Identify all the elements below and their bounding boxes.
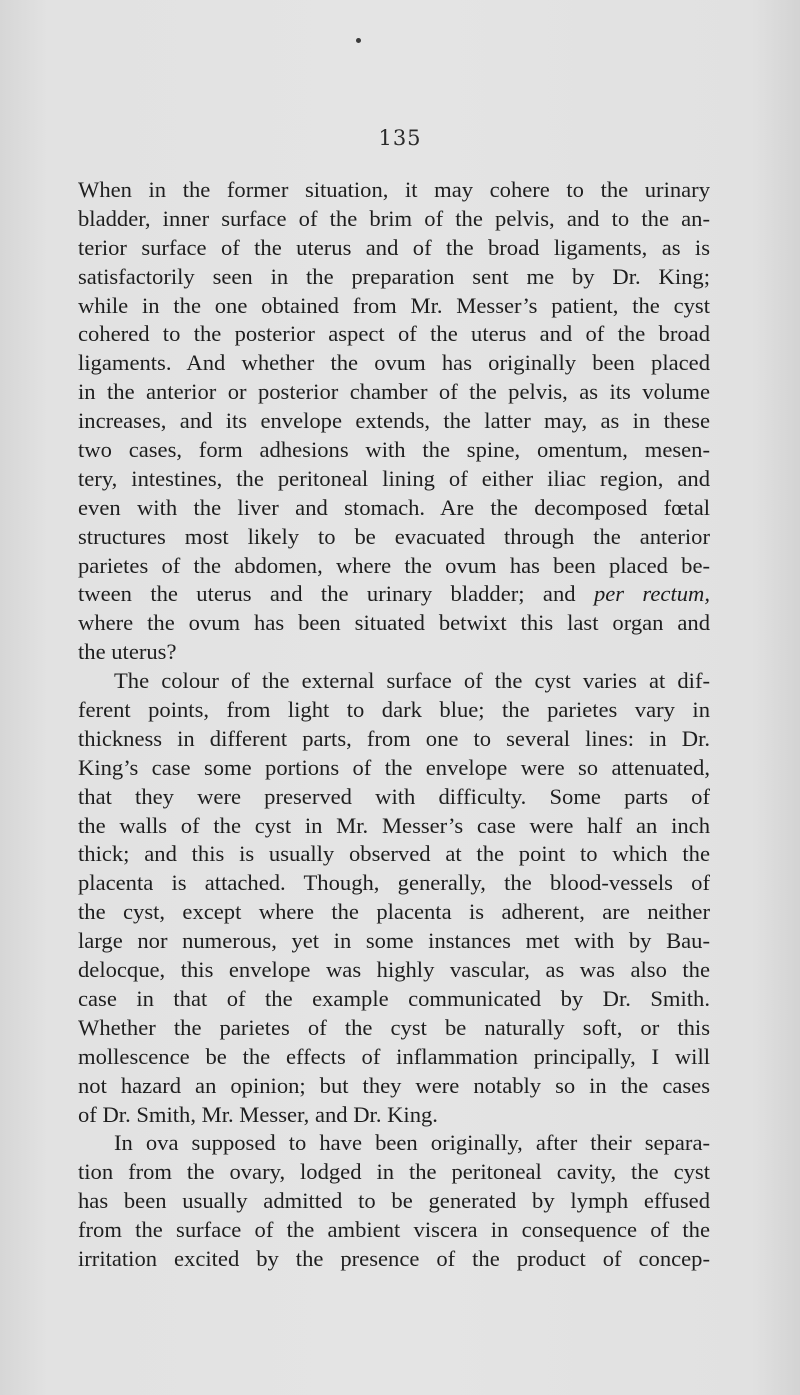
- text-line: bladder, inner surface of the brim of the pelvis, and to the an-: [78, 205, 710, 231]
- page-number: 135: [378, 126, 422, 150]
- text-line: the cyst, except where the placenta is adherent, are neither: [78, 899, 710, 925]
- text-line: In ova supposed to have been originally, after their separa-: [114, 1130, 710, 1156]
- text-line: mollescence be the effects of inflammation principally, I will: [78, 1043, 710, 1069]
- text-run: tween the uterus and the urinary bladder; and: [78, 581, 594, 607]
- paragraph-3: [78, 1129, 710, 1273]
- text-line: of Dr. Smith, Mr. Messer, and Dr. King.: [78, 1101, 438, 1127]
- text-line: thickness in different parts, from one to several lines: in Dr.: [78, 725, 710, 751]
- text-line: placenta is attached. Though, generally, the blood-vessels of: [78, 870, 710, 896]
- text-line: King’s case some portions of the envelope were so attenuated,: [78, 754, 710, 780]
- text-line: even with the liver and stomach. Are the decomposed fœtal: [78, 494, 710, 520]
- text-line: ligaments. And whether the ovum has originally been placed: [78, 350, 710, 376]
- paragraph-1: [78, 176, 710, 667]
- ink-speck: [356, 38, 361, 43]
- text-line: while in the one obtained from Mr. Messer’s patient, the cyst: [78, 292, 710, 318]
- text-line: has been usually admitted to be generated by lymph effused: [78, 1188, 710, 1214]
- text-line: that they were preserved with difficulty. Some parts of: [78, 783, 710, 809]
- text-line: in the anterior or posterior chamber of the pelvis, as its volume: [78, 379, 710, 405]
- text-line: two cases, form adhesions with the spine, omentum, mesen-: [78, 437, 710, 463]
- text-line: delocque, this envelope was highly vascular, as was also the: [78, 957, 710, 983]
- text-line: tion from the ovary, lodged in the peritoneal cavity, the cyst: [78, 1159, 710, 1185]
- text-line: Whether the parietes of the cyst be naturally soft, or this: [78, 1014, 710, 1040]
- text-line: satisfactorily seen in the preparation sent me by Dr. King;: [78, 263, 710, 289]
- text-line: increases, and its envelope extends, the latter may, as in these: [78, 408, 710, 434]
- text-line: case in that of the example communicated by Dr. Smith.: [78, 985, 710, 1011]
- body-text: [78, 176, 710, 1274]
- text-line: thick; and this is usually observed at the point to which the: [78, 841, 710, 867]
- text-line: not hazard an opinion; but they were notably so in the cases: [78, 1072, 710, 1098]
- text-line: parietes of the abdomen, where the ovum has been placed be-: [78, 552, 710, 578]
- text-line: tery, intestines, the peritoneal lining of either iliac region, and: [78, 465, 710, 491]
- text-line: from the surface of the ambient viscera in consequence of the: [78, 1217, 710, 1243]
- text-line: cohered to the posterior aspect of the uterus and of the broad: [78, 321, 710, 347]
- text-line: [78, 580, 710, 609]
- text-line: irritation excited by the presence of the product of concep-: [78, 1245, 710, 1271]
- paragraph-2: [78, 667, 710, 1129]
- italic-phrase: per rectum,: [593, 581, 710, 607]
- text-line: structures most likely to be evacuated through the anterior: [78, 523, 710, 549]
- text-line: large nor numerous, yet in some instances met with by Bau-: [78, 928, 710, 954]
- text-line: where the ovum has been situated betwixt this last organ and: [78, 610, 710, 636]
- text-line: the walls of the cyst in Mr. Messer’s case were half an inch: [78, 812, 710, 838]
- text-line: ferent points, from light to dark blue; the parietes vary in: [78, 697, 710, 723]
- text-line: terior surface of the uterus and of the broad ligaments, as is: [78, 234, 710, 260]
- text-line: The colour of the external surface of the cyst varies at dif-: [114, 668, 710, 694]
- text-line: When in the former situation, it may cohere to the urinary: [78, 177, 710, 202]
- text-line: the uterus?: [78, 639, 177, 665]
